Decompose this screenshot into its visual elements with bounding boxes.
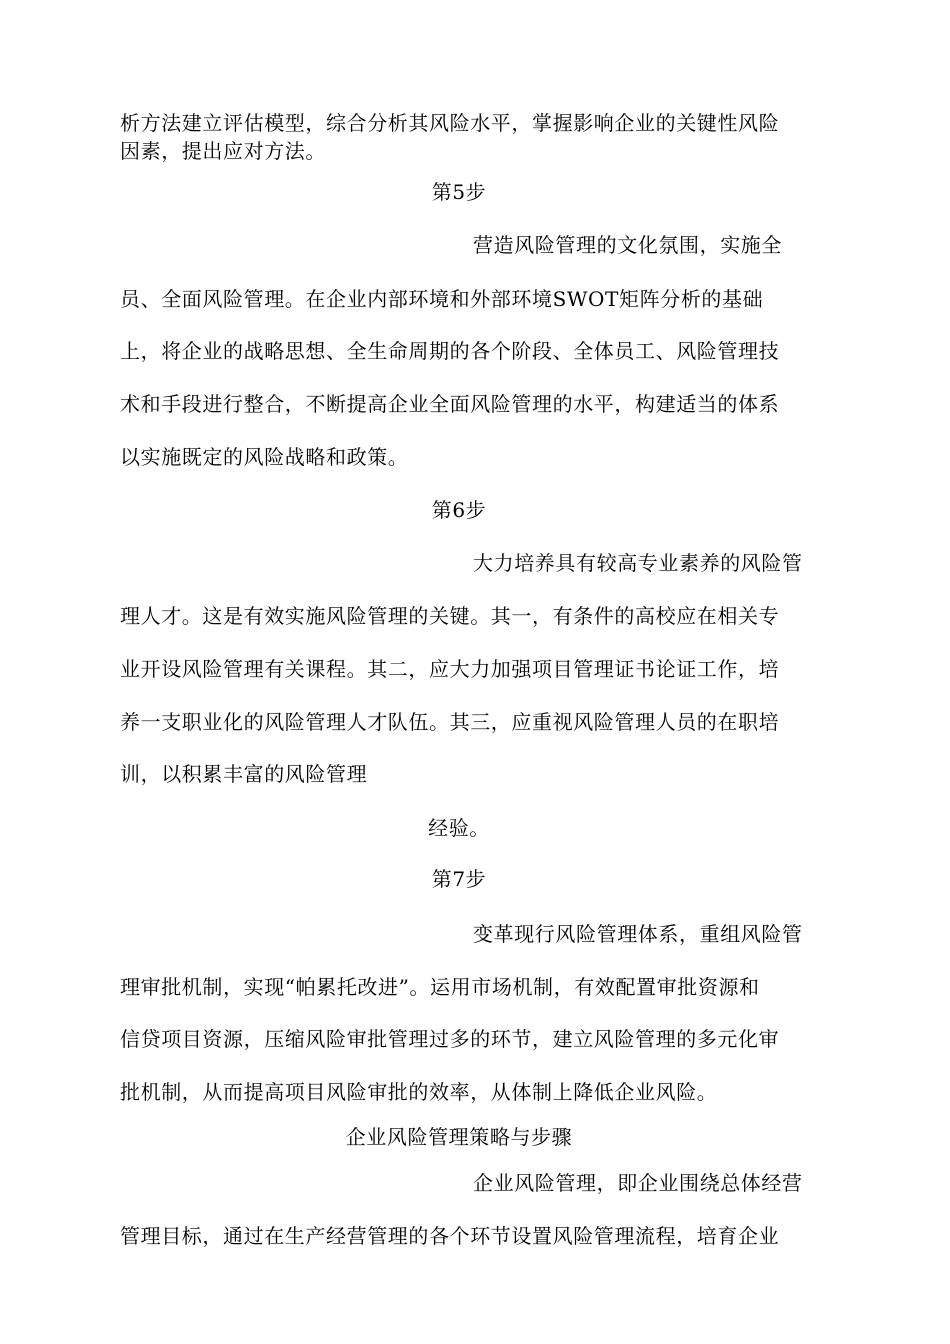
step-heading: 第6步 bbox=[431, 498, 487, 522]
text-line: 管理目标，通过在生产经营管理的各个环节设置风险管理流程，培育企业 bbox=[120, 1224, 780, 1248]
text-line: 大力培养具有较高专业素养的风险管 bbox=[473, 551, 803, 575]
text-line: 养一支职业化的风险管理人才队伍。其三，应重视风险管理人员的在职培 bbox=[120, 710, 780, 734]
text-line: 信贷项目资源，压缩风险审批管理过多的环节，建立风险管理的多元化审 bbox=[120, 1027, 780, 1051]
text-line: 员、全面风险管理。在企业内部环境和外部环境SWOT矩阵分析的基础 bbox=[120, 287, 764, 311]
step-heading: 第5步 bbox=[431, 180, 487, 204]
step-heading: 第7步 bbox=[431, 867, 487, 891]
text-line: 理人才。这是有效实施风险管理的关键。其一，有条件的高校应在相关专 bbox=[120, 604, 780, 628]
text-line: 营造风险管理的文化氛围，实施全 bbox=[473, 233, 782, 257]
text-line: 析方法建立评估模型，综合分析其风险水平，掌握影响企业的关键性风险 bbox=[120, 111, 780, 135]
text-line: 上，将企业的战略思想、全生命周期的各个阶段、全体员工、风险管理技 bbox=[120, 339, 780, 363]
text-line: 因素，提出应对方法。 bbox=[120, 139, 326, 163]
text-line: 变革现行风险管理体系，重组风险管 bbox=[473, 922, 803, 946]
text-line: 以实施既定的风险战略和政策。 bbox=[120, 445, 409, 469]
text-line: 业开设风险管理有关课程。其二，应大力加强项目管理证书论证工作，培 bbox=[120, 657, 780, 681]
text-line: 训，以积累丰富的风险管理 bbox=[120, 762, 368, 786]
text-line: 理审批机制，实现“帕累托改进”。运用市场机制，有效配置审批资源和 bbox=[120, 975, 760, 999]
text-line: 经验。 bbox=[428, 816, 490, 840]
text-line: 批机制，从而提高项目风险审批的效率，从体制上降低企业风险。 bbox=[120, 1080, 718, 1104]
text-line: 术和手段进行整合，不断提高企业全面风险管理的水平，构建适当的体系 bbox=[120, 392, 780, 416]
text-line: 企业风险管理，即企业围绕总体经营 bbox=[473, 1171, 803, 1195]
section-heading: 企业风险管理策略与步骤 bbox=[345, 1125, 573, 1149]
